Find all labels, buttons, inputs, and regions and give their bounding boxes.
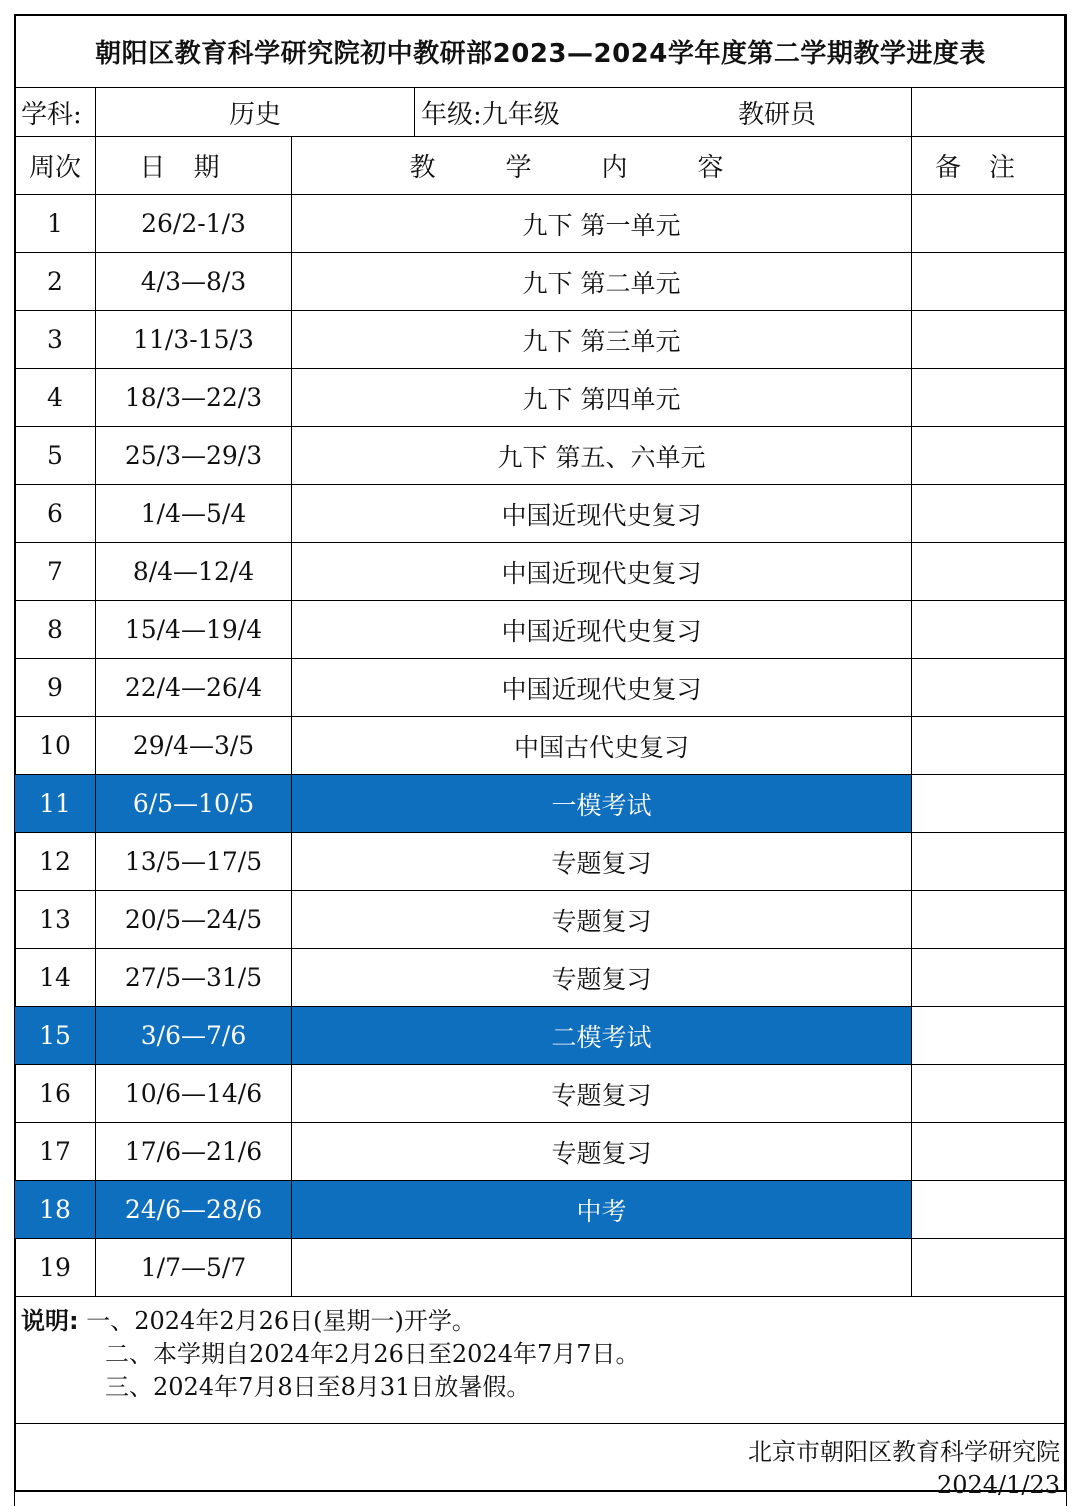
week-number: 14	[15, 949, 96, 1007]
week-number: 10	[15, 717, 96, 775]
week-number: 11	[15, 775, 96, 833]
table-row	[15, 485, 1067, 543]
week-date: 15/4—19/4	[96, 601, 292, 659]
week-content: 专题复习	[292, 833, 912, 891]
researcher-label: 教研员	[738, 100, 816, 130]
week-number: 4	[15, 369, 96, 427]
researcher-value	[912, 88, 1067, 137]
week-content: 九下 第四单元	[292, 369, 912, 427]
week-remark	[912, 601, 1067, 659]
table-row	[15, 543, 1067, 601]
week-date: 26/2-1/3	[96, 195, 292, 253]
schedule-table	[14, 14, 1067, 1506]
week-content	[292, 1239, 912, 1297]
week-content: 中国古代史复习	[292, 717, 912, 775]
week-remark	[912, 369, 1067, 427]
week-date: 10/6—14/6	[96, 1065, 292, 1123]
week-remark	[912, 253, 1067, 311]
week-remark	[912, 775, 1067, 833]
week-content: 九下 第三单元	[292, 311, 912, 369]
note-line-2: 二、本学期自2024年2月26日至2024年7月7日。	[21, 1338, 1066, 1371]
week-content: 中考	[292, 1181, 912, 1239]
week-remark	[912, 485, 1067, 543]
week-content: 中国近现代史复习	[292, 485, 912, 543]
week-date: 13/5—17/5	[96, 833, 292, 891]
week-number: 16	[15, 1065, 96, 1123]
week-number: 12	[15, 833, 96, 891]
week-number: 9	[15, 659, 96, 717]
table-row	[15, 1239, 1067, 1297]
week-date: 20/5—24/5	[96, 891, 292, 949]
weeks-body	[15, 195, 1067, 1297]
week-number: 18	[15, 1181, 96, 1239]
table-row	[15, 601, 1067, 659]
week-date: 8/4—12/4	[96, 543, 292, 601]
week-remark	[912, 833, 1067, 891]
table-row	[15, 1181, 1067, 1239]
week-date: 4/3—8/3	[96, 253, 292, 311]
week-number: 3	[15, 311, 96, 369]
week-number: 1	[15, 195, 96, 253]
header-remarks: 备注	[912, 137, 1067, 195]
table-row	[15, 833, 1067, 891]
week-remark	[912, 311, 1067, 369]
page-title: 朝阳区教育科学研究院初中教研部2023—2024学年度第二学期教学进度表	[15, 15, 1067, 88]
schedule-body	[15, 15, 1067, 195]
table-row	[15, 195, 1067, 253]
week-number: 7	[15, 543, 96, 601]
week-content: 中国近现代史复习	[292, 659, 912, 717]
week-date: 18/3—22/3	[96, 369, 292, 427]
table-row	[15, 659, 1067, 717]
week-number: 6	[15, 485, 96, 543]
week-content: 专题复习	[292, 1123, 912, 1181]
week-date: 1/4—5/4	[96, 485, 292, 543]
week-remark	[912, 1181, 1067, 1239]
week-number: 17	[15, 1123, 96, 1181]
header-week: 周次	[15, 137, 96, 195]
table-row	[15, 369, 1067, 427]
table-row	[15, 1007, 1067, 1065]
week-remark	[912, 195, 1067, 253]
week-remark	[912, 717, 1067, 775]
week-date: 27/5—31/5	[96, 949, 292, 1007]
week-content: 二模考试	[292, 1007, 912, 1065]
meta-row	[15, 88, 1067, 137]
week-date: 3/6—7/6	[96, 1007, 292, 1065]
week-remark	[912, 659, 1067, 717]
week-content: 九下 第一单元	[292, 195, 912, 253]
table-row	[15, 775, 1067, 833]
table-row	[15, 1065, 1067, 1123]
week-content: 专题复习	[292, 949, 912, 1007]
week-date: 11/3-15/3	[96, 311, 292, 369]
table-row	[15, 1123, 1067, 1181]
notes-cell	[15, 1297, 1067, 1424]
week-remark	[912, 543, 1067, 601]
header-date: 日期	[96, 137, 292, 195]
week-number: 15	[15, 1007, 96, 1065]
week-date: 25/3—29/3	[96, 427, 292, 485]
week-remark	[912, 427, 1067, 485]
week-remark	[912, 891, 1067, 949]
week-number: 2	[15, 253, 96, 311]
week-content: 中国近现代史复习	[292, 543, 912, 601]
notes-body	[15, 1297, 1067, 1506]
week-content: 九下 第二单元	[292, 253, 912, 311]
week-remark	[912, 1007, 1067, 1065]
note-text-1: 一、2024年2月26日(星期一)开学。	[86, 1307, 476, 1335]
grade-researcher-cell	[415, 88, 912, 137]
week-remark	[912, 1123, 1067, 1181]
footer-cell	[15, 1424, 1067, 1506]
week-number: 13	[15, 891, 96, 949]
week-remark	[912, 1065, 1067, 1123]
subject-value: 历史	[96, 88, 415, 137]
week-content: 一模考试	[292, 775, 912, 833]
table-row	[15, 427, 1067, 485]
table-row	[15, 311, 1067, 369]
subject-label: 学科:	[15, 88, 96, 137]
notes-label: 说明:	[21, 1307, 79, 1335]
footer-date: 2024/1/23	[15, 1469, 1060, 1502]
week-date: 29/4—3/5	[96, 717, 292, 775]
week-number: 19	[15, 1239, 96, 1297]
header-row	[15, 137, 1067, 195]
week-remark	[912, 1239, 1067, 1297]
header-content: 教学内容	[292, 137, 912, 195]
week-content: 专题复习	[292, 891, 912, 949]
note-line-1	[21, 1305, 1066, 1338]
title-row	[15, 15, 1067, 88]
week-date: 22/4—26/4	[96, 659, 292, 717]
week-content: 专题复习	[292, 1065, 912, 1123]
grade-label: 年级:九年级	[421, 100, 560, 130]
week-remark	[912, 949, 1067, 1007]
notes-row	[15, 1297, 1067, 1424]
week-content: 九下 第五、六单元	[292, 427, 912, 485]
footer-row	[15, 1424, 1067, 1506]
table-row	[15, 891, 1067, 949]
week-number: 8	[15, 601, 96, 659]
week-number: 5	[15, 427, 96, 485]
week-date: 1/7—5/7	[96, 1239, 292, 1297]
table-row	[15, 717, 1067, 775]
week-content: 中国近现代史复习	[292, 601, 912, 659]
table-row	[15, 253, 1067, 311]
note-line-3: 三、2024年7月8日至8月31日放暑假。	[21, 1371, 1066, 1404]
week-date: 17/6—21/6	[96, 1123, 292, 1181]
week-date: 6/5—10/5	[96, 775, 292, 833]
footer-org: 北京市朝阳区教育科学研究院	[15, 1436, 1060, 1469]
table-row	[15, 949, 1067, 1007]
week-date: 24/6—28/6	[96, 1181, 292, 1239]
